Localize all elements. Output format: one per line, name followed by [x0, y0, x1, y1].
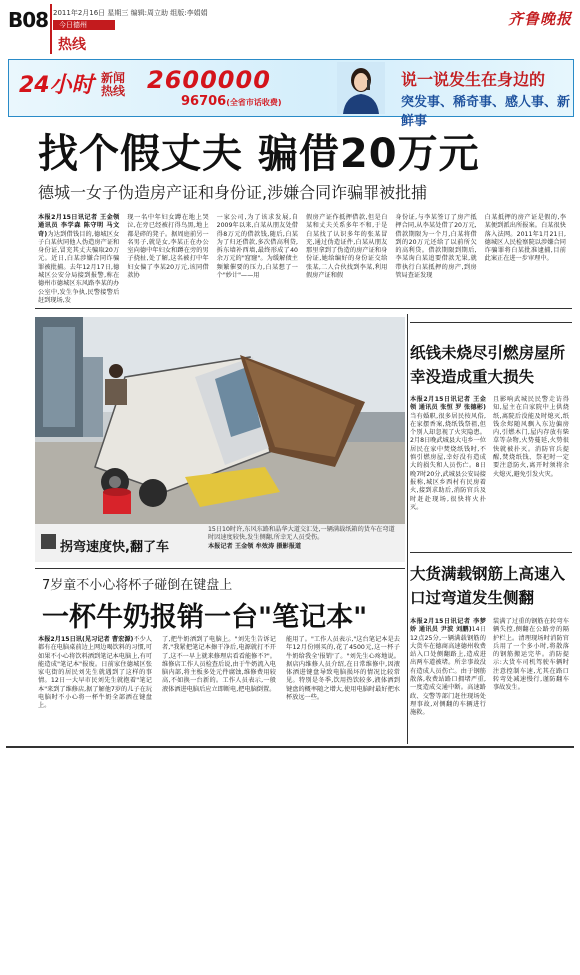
hotline-number-1: 2600000 [147, 66, 271, 94]
milk-story-text: 不少人都有在电脑桌前边上网边喝饮料的习惯,可如果不小心将饮料洒到笔记本电脑上,有可能造成"笔记本"报废。日前家住德城区张家屯街的居民刘先生就遇到了这样的事情。12日一大早市民刘先生就抱着"笔记本"来到了维修店,据了解他7岁的儿子在玩电脑时不小心将一杯牛奶全部洒在键盘上。 [38, 636, 152, 710]
banner-news-label-2: 热线 [101, 84, 126, 98]
newspaper-logo: 齐鲁晚报 [507, 10, 572, 28]
milk-story-column: 了,把牛奶洒到了电脑上。"刘先生告诉记者,"我紧把笔记本擦干净后,电源就打不开了,这不一早上就来修理店看看能修不?"。维修店工作人员检查后说,由于牛奶流入电脑内部,将主板多处元件腐蚀,维修费用较高,不如换一台新的。工作人员表示,一般液体洒进电脑后应立即断电,把电脑倒置。 [162, 636, 276, 693]
fire-story-headline: 纸钱未烧尽引燃房屋所幸没造成重大损失 [410, 344, 566, 386]
truck-rollover-photo [35, 317, 405, 524]
lead-subhead: 德城一女子伪造房产证和身份证,涉嫌合同诈骗罪被批捕 [38, 183, 428, 202]
truck-story-headline: 大货满载钢筋上高速入口过弯道发生侧翻 [410, 565, 566, 607]
lead-column-text: 为达到借钱目的,德城区女子白某伙同他人伪造房产证和身份证,冒充其丈夫骗取20万元。近日,白某涉嫌合同诈骗罪被批捕。去年12月17日,德城区公安分局接到报警,称在德州市德城区东风路李某的办公室中,发生争执,民警接警后赶到现场,发 [38, 230, 120, 304]
banner-title: 24小时 [19, 73, 94, 98]
lead-byline: 本报2月15日讯记者 王金领 通讯员 李学森 陈守明 马文奇) [38, 214, 120, 238]
lead-column: 身份证,与李某签订了房产抵押合同,从李某处借了20万元,借款期限为一个月,白某将借到的20万元还给了以前所欠的高利贷。借款期限到期后,李某询白某追要借款无果,就带执行白某抵押的房产,到房管局查证发现 [395, 214, 477, 280]
truck-story-column: 装满了过重的钢筋在转弯车辆失控,侧翻在公路旁的隔护栏上。清理现场时消防官兵用了一个多小时,将散落的钢筋搬运完毕。消防提示:大货车司机驾驶车辆时注意控制车速,尤其在路口转弯处减速慢行,谨防翻车事故发生。 [493, 618, 569, 692]
truck-story-text: 14日12点25分,一辆满载钢筋的大货车在德商高速德州收费站入口处侧翻路上,造成进出两车道被堵。所幸事故没有造成人员伤亡。由于钢筋散落,收费站路口拥堵严重,一度造成交通中断。高速路政、交警等部门赶往现场处理事故,对侧翻的车辆进行施救。 [410, 626, 486, 717]
milk-story-headline: 一杯牛奶报销一台"笔记本" [42, 602, 368, 633]
lead-column: 白某抵押的房产证是假的,李某便到派出所报案。白某很快落入法网。2011年1月21日,德城区人民检察院以涉嫌合同诈骗罪将白某批准逮捕,目前此案正在进一步审理中。 [484, 214, 566, 263]
photo-caption-title: 拐弯速度快,翻了车 [60, 540, 169, 555]
lead-column [38, 214, 119, 305]
page-bottom-rule [6, 746, 574, 748]
milk-story-column [38, 636, 152, 739]
issue-meta: 2011年2月16日 星期三 编辑:周立助 组版:李娟娟 [53, 9, 208, 17]
photo-caption-text: 15日10时许,东风东路和晶华大道交汇处,一辆满载纸箱的货车在弯道时因速度较快,发生侧翻,所幸无人员受伤。 [208, 526, 395, 542]
lead-headline: 找个假丈夫 骗借20万元 [38, 131, 480, 177]
newspaper-page [6, 4, 574, 748]
truck-story-byline: 本报2月15日讯记者 李梦娇 通讯员 尹波 刘鹏) [410, 618, 486, 634]
banner-news-label-1: 新闻 [101, 71, 126, 85]
section-title: 热线 [58, 37, 86, 53]
lead-column: 假房产证作抵押借款,但是白某和丈夫关系多年不和,于是白某找了认识多年的张某冒充,通过伪造证件,白某从朋友那里拿到了伪造的房产证和身份证,她给编好的身份证交给张某,二人合伙找到李某,利用假房产证和假 [306, 214, 388, 280]
caption-marker [41, 534, 56, 549]
hotline-banner [8, 59, 574, 129]
milk-story-kicker: 7岁童不小心将杯子碰倒在键盘上 [42, 578, 233, 593]
truck-story-column [410, 618, 486, 742]
photo-caption [208, 526, 398, 551]
header-rule [50, 4, 52, 54]
fire-story-column: 且影响武城民民警走访得知,屋主在自家院中上供烧纸,离院后没能及时熄灭,纸钱余烬随风飘入东边偏房内,引燃木门,屋内存放有柴草等杂物,火势蔓延,火势很快就被扑灭。消防官兵提醒,焚烧纸钱、祭祀时一定要注意防火,离开时须将余火熄灭,避免引发火灾。 [493, 396, 569, 478]
lead-body [38, 214, 566, 302]
operator-photo [337, 62, 385, 114]
story-divider [410, 322, 572, 323]
column-divider [407, 314, 408, 744]
banner-news-label [101, 72, 125, 98]
hotline-number-2-note: (全省市话收费) [226, 98, 282, 107]
fire-story-byline: 本报2月15日讯记者 王金领 通讯员 张恒 罗 张德彬) [410, 396, 486, 412]
story-divider [410, 552, 572, 553]
milk-story-byline: 本报2月15日讯(见习记者 曹宏源) [38, 636, 134, 643]
lead-column: 现一名中年妇女蹲在地上哭泣,在旁已经被打得鸟黑,地上都是碎的凳子。据周庭前另一名男子,就是女,李某正在办公室向德中年妇女和蹲在旁的男子挠扯,处了解,这名被打中年妇女偏了李某20万元,该同借款协 [127, 214, 209, 280]
milk-story-column: 能用了。"工作人员表示,"这台笔记本是去年12月份刚买的,花了4500元,这一杯子牛奶给我全'报销'了。"刘先生心疼地说。据店内维修人员介绍,在日常维修中,因液体洒进键盘导致电脑损坏的情况比较常见。特别是冬季,饮用热饮较多,液体洒到键盘的概率随之增大,使用电脑时最好把水杯放远一些。 [286, 636, 400, 702]
page-number: B08 [8, 8, 49, 32]
banner-slogan: 说一说发生在身边的 [401, 70, 546, 89]
fire-story-text: 当有婚职,很多居民按风俗,在家摆香案,烧纸钱祭祖,但个别人却忽视了火灾隐患。2月8日晚武城县大屯乡一位居民在家中焚烧纸钱时,不慎引燃房屋,幸好没有造成大的损失和人员伤亡。8日晚7时20分,武城县公安局接报称,城区乡西村有民房着火,接到求助后,消防官兵及时赶赴现场,很快将火扑灭。 [410, 412, 486, 511]
milk-story-body [38, 636, 400, 739]
hotline-number-2 [181, 94, 282, 109]
section-divider [35, 308, 572, 309]
hotline-number-2-value: 96706 [181, 94, 227, 109]
fire-story-column [410, 396, 486, 548]
banner-slogan-categories: 突发事、稀奇事、感人事、新鲜事 [401, 95, 571, 129]
section-divider [35, 568, 405, 569]
section-tag: 今日德州 [53, 20, 115, 30]
lead-column: 一家公司,为了该求发展,自2009年以来,白某从朋友处借得8万元的借款钱,随后,白某为了归还借款,多次借高利贷,拆东墙补西墙,最终形成了40余万元的"窟窿"。为缓解债主频繁催要的压力,白某想了一个"妙计"——用 [216, 214, 298, 280]
photo-credit: 本报记者 王金领 牟效涛 摄影报道 [208, 542, 302, 550]
